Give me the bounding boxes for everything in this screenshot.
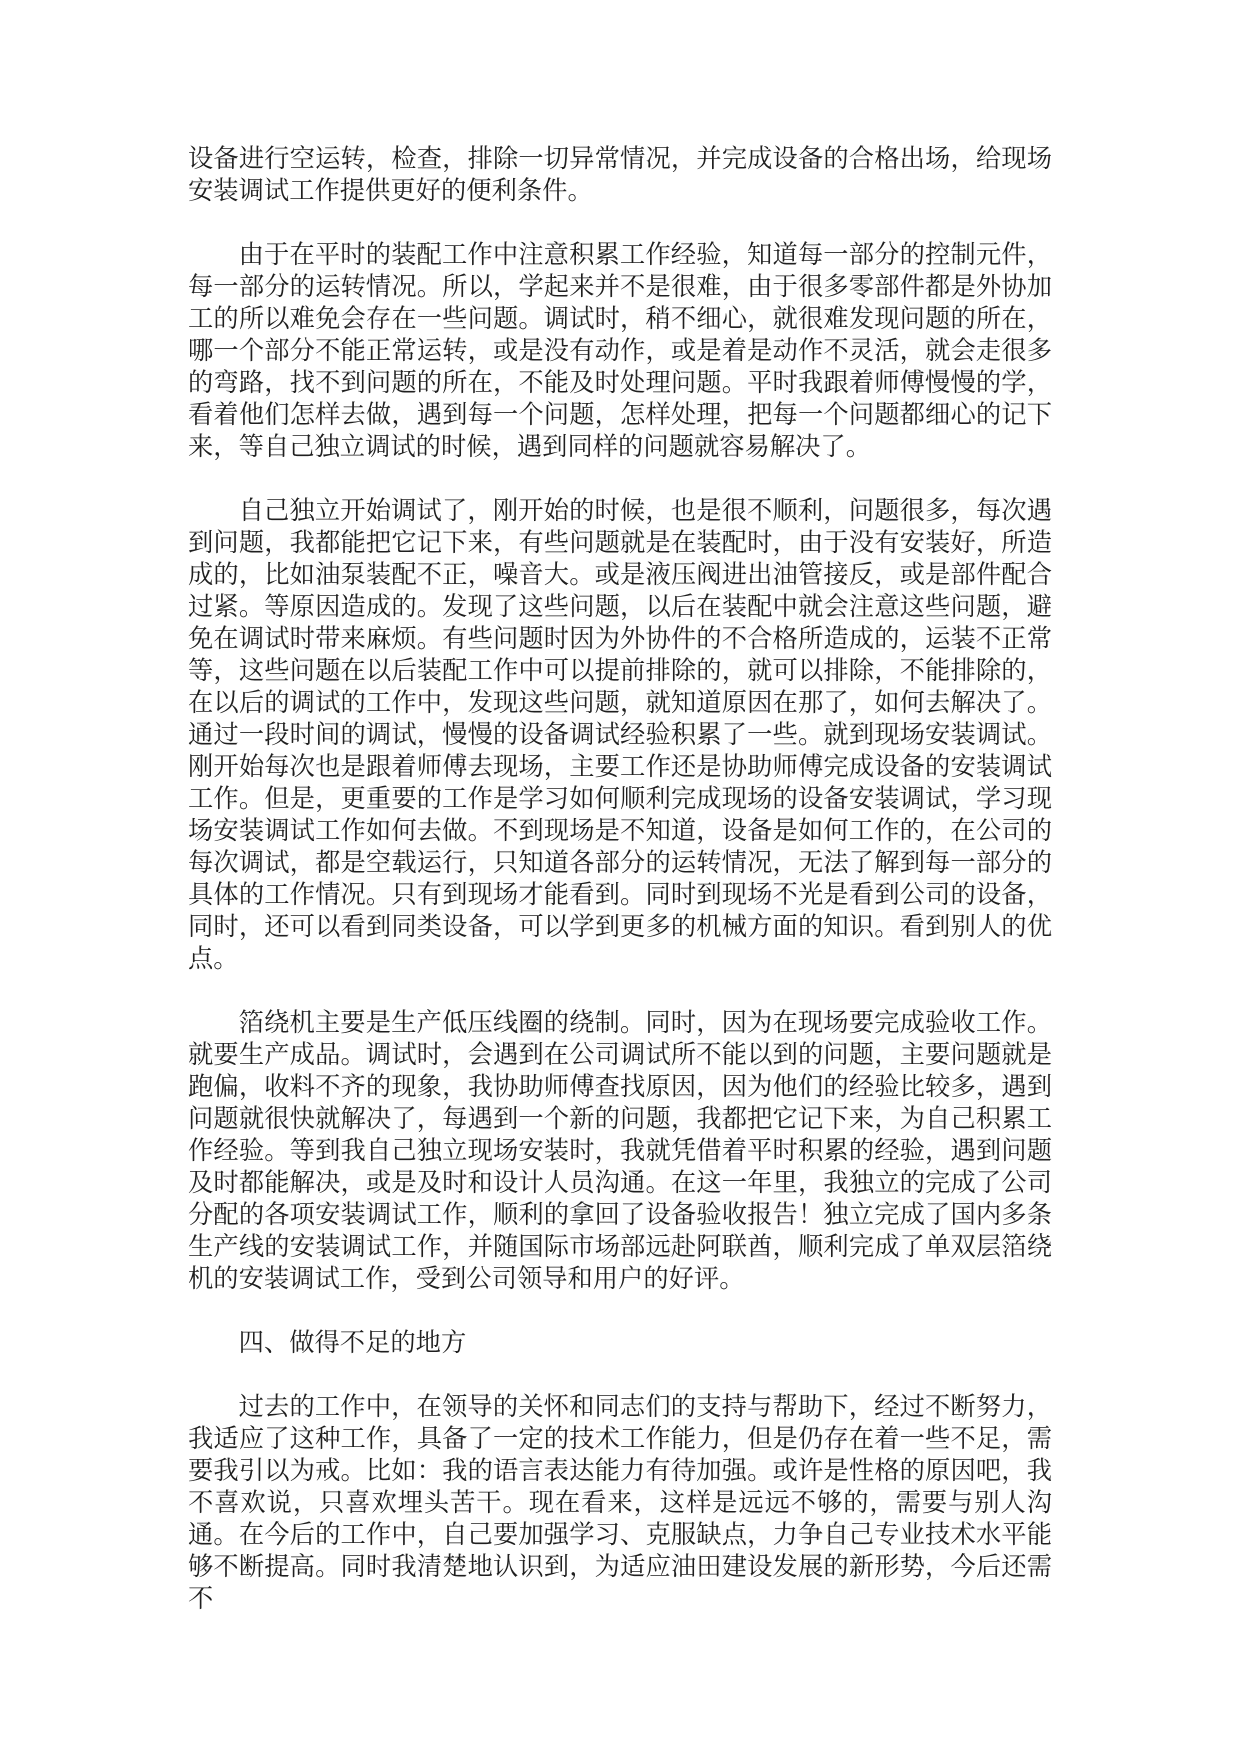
paragraph: 由于在平时的装配工作中注意积累工作经验，知道每一部分的控制元件，每一部分的运转情况。所以，学起来并不是很难，由于很多零部件都是外协加工的所以难免会存在一些问题。调试时，稍不细心，就很难发现问题的所在，哪一个部分不能正常运转，或是没有动作，或是着是动作不灵活，就会走很多的弯路，找不到问题的所在，不能及时处理问题。平时我跟着师傅慢慢的学，看着他们怎样去做，遇到每一个问题，怎样处理，把每一个问题都细心的记下来，等自己独立调试的时候，遇到同样的问题就容易解决了。	[188, 241, 1052, 461]
paragraph: 箔绕机主要是生产低压线圈的绕制。同时，因为在现场要完成验收工作。就要生产成品。调试时，会遇到在公司调试所不能以到的问题，主要问题就是跑偏，收料不齐的现象，我协助师傅查找原因，因为他们的经验比较多，遇到问题就很快就解决了，每遇到一个新的问题，我都把它记下来，为自己积累工作经验。等到我自己独立现场安装时，我就凭借着平时积累的经验，遇到问题及时都能解决，或是及时和设计人员沟通。在这一年里，我独立的完成了公司分配的各项安装调试工作，顺利的拿回了设备验收报告！独立完成了国内多条生产线的安装调试工作，并随国际市场部远赴阿联酋，顺利完成了单双层箔绕机的安装调试工作，受到公司领导和用户的好评。	[188, 1009, 1052, 1293]
paragraph: 设备进行空运转，检查，排除一切异常情况，并完成设备的合格出场，给现场安装调试工作提供更好的便利条件。	[188, 145, 1052, 205]
paragraph: 自己独立开始调试了，刚开始的时候，也是很不顺利，问题很多，每次遇到问题，我都能把它记下来，有些问题就是在装配时，由于没有安装好，所造成的，比如油泵装配不正，噪音大。或是液压阀进出油管接反，或是部件配合过紧。等原因造成的。发现了这些问题，以后在装配中就会注意这些问题，避免在调试时带来麻烦。有些问题时因为外协件的不合格所造成的，运装不正常等，这些问题在以后装配工作中可以提前排除的，就可以排除，不能排除的，在以后的调试的工作中，发现这些问题，就知道原因在那了，如何去解决了。通过一段时间的调试，慢慢的设备调试经验积累了一些。就到现场安装调试。刚开始每次也是跟着师傅去现场，主要工作还是协助师傅完成设备的安装调试工作。但是，更重要的工作是学习如何顺利完成现场的设备安装调试，学习现场安装调试工作如何去做。不到现场是不知道，设备是如何工作的，在公司的每次调试，都是空载运行，只知道各部分的运转情况，无法了解到每一部分的具体的工作情况。只有到现场才能看到。同时到现场不光是看到公司的设备，同时，还可以看到同类设备，可以学到更多的机械方面的知识。看到别人的优点。	[188, 497, 1052, 973]
paragraph: 过去的工作中，在领导的关怀和同志们的支持与帮助下，经过不断努力，我适应了这种工作，具备了一定的技术工作能力，但是仍存在着一些不足，需要我引以为戒。比如：我的语言表达能力有待加强。或许是性格的原因吧，我不喜欢说，只喜欢埋头苦干。现在看来，这样是远远不够的，需要与别人沟通。在今后的工作中，自己要加强学习、克服缺点，力争自己专业技术水平能够不断提高。同时我清楚地认识到，为适应油田建设发展的新形势，今后还需不	[188, 1393, 1052, 1613]
document-body	[188, 143, 1052, 1647]
section-heading: 四、做得不足的地方	[238, 1329, 467, 1357]
